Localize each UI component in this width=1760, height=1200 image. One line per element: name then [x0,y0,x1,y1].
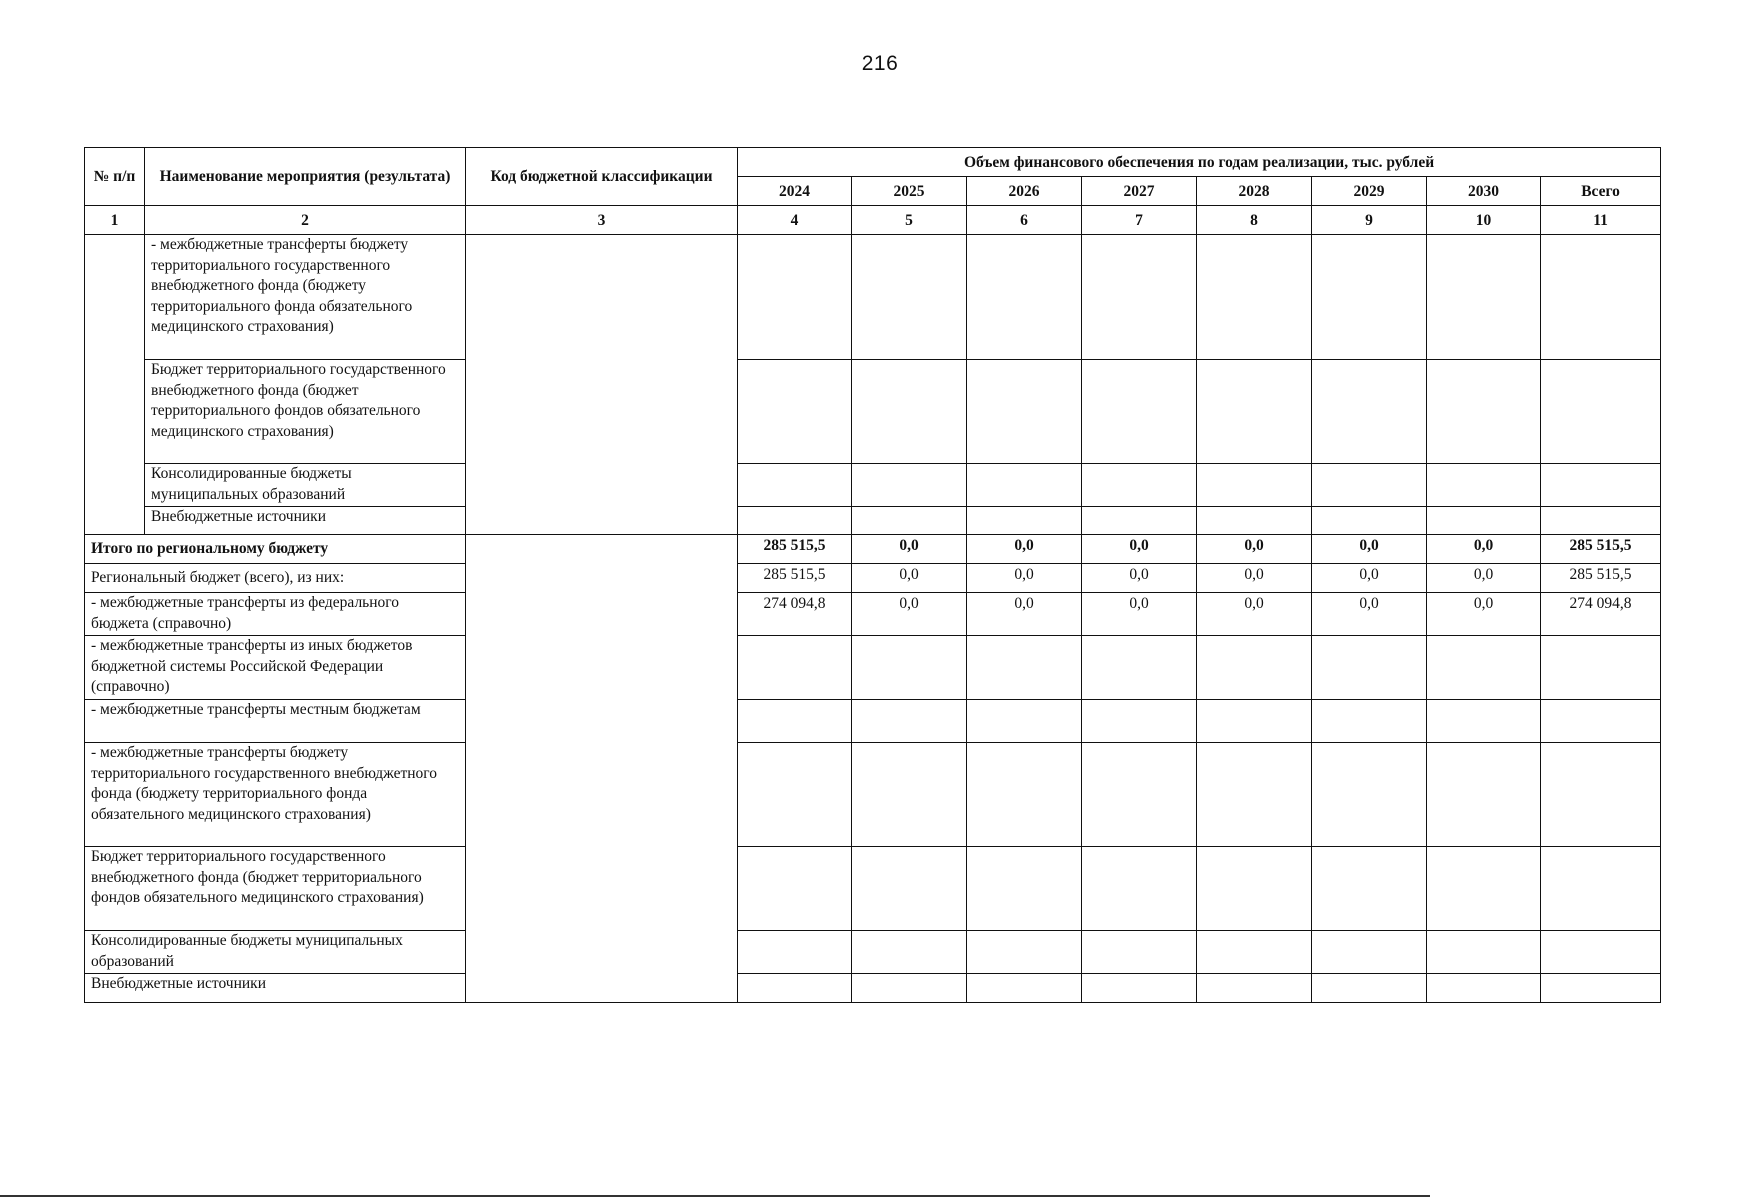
column-number: 4 [738,206,852,235]
value-cell: 285 515,5 [738,564,852,593]
table-row [85,847,1661,931]
table-row [85,507,1661,535]
column-number: 7 [1082,206,1197,235]
value-cell: 0,0 [1082,564,1197,593]
row-label: Бюджет территориального государственного внебюджетного фонда (бюджет территориального фондов обязательного медицинского страхования) [85,847,466,931]
row-label: - межбюджетные трансферты из федерального бюджета (справочно) [85,593,466,636]
value-cell: 0,0 [1197,564,1312,593]
value-cell: 0,0 [852,593,967,636]
row-label: Внебюджетные источники [145,507,466,535]
header-col-name: Наименование мероприятия (результата) [145,148,466,206]
value-cell: 285 515,5 [1541,564,1661,593]
table-row [85,464,1661,507]
row-label: - межбюджетные трансферты бюджету территориального государственного внебюджетного фонда (бюджету территориального фонда обязательного медицинского страхования) [85,743,466,847]
value-cell: 274 094,8 [1541,593,1661,636]
column-number: 1 [85,206,145,235]
value-cell: 285 515,5 [738,535,852,564]
column-number: 8 [1197,206,1312,235]
column-number: 2 [145,206,466,235]
value-cell: 0,0 [852,535,967,564]
header-col-code: Код бюджетной классификации [466,148,738,206]
header-year: 2028 [1197,177,1312,206]
table-row [85,636,1661,700]
header-total: Всего [1541,177,1661,206]
header-year: 2027 [1082,177,1197,206]
row-label: - межбюджетные трансферты бюджету территориального государственного внебюджетного фонда (бюджету территориального фонда обязательного медицинского страхования) [145,235,466,360]
value-cell: 0,0 [1312,593,1427,636]
table-row [85,700,1661,743]
column-numbers-row [85,206,1661,235]
table-row [85,974,1661,1003]
table-row [85,360,1661,464]
column-number: 10 [1427,206,1541,235]
header-year: 2025 [852,177,967,206]
row-label: Региональный бюджет (всего), из них: [85,564,466,593]
value-cell: 0,0 [1082,535,1197,564]
row-label: Бюджет территориального государственного внебюджетного фонда (бюджет территориального фондов обязательного медицинского страхования) [145,360,466,464]
value-cell: 0,0 [1312,535,1427,564]
row-label: Консолидированные бюджеты муниципальных образований [85,931,466,974]
value-cell: 0,0 [852,564,967,593]
column-number: 5 [852,206,967,235]
value-cell: 274 094,8 [738,593,852,636]
value-cell: 285 515,5 [1541,535,1661,564]
row-label: - межбюджетные трансферты из иных бюджетов бюджетной системы Российской Федерации (справочно) [85,636,466,700]
table-row-total [85,535,1661,564]
value-cell: 0,0 [1197,535,1312,564]
column-number: 9 [1312,206,1427,235]
table-row [85,235,1661,360]
column-number: 6 [967,206,1082,235]
value-cell: 0,0 [1312,564,1427,593]
header-col-no: № п/п [85,148,145,206]
header-row [85,148,1661,177]
table-row [85,593,1661,636]
table-row [85,743,1661,847]
budget-code-cell [466,535,738,1003]
value-cell: 0,0 [1197,593,1312,636]
row-label: Внебюджетные источники [85,974,466,1003]
row-label: Итого по региональному бюджету [85,535,466,564]
value-cell: 0,0 [967,535,1082,564]
budget-code-cell [466,235,738,535]
header-year: 2024 [738,177,852,206]
value-cell: 0,0 [1427,593,1541,636]
column-number: 11 [1541,206,1661,235]
value-cell: 0,0 [1082,593,1197,636]
value-cell: 0,0 [967,564,1082,593]
header-year: 2026 [967,177,1082,206]
value-cell: 0,0 [967,593,1082,636]
header-year: 2029 [1312,177,1427,206]
table-row [85,564,1661,593]
table-row [85,931,1661,974]
value-cell: 0,0 [1427,564,1541,593]
value-cell: 0,0 [1427,535,1541,564]
page-bottom-rule [0,1195,1430,1197]
row-label: Консолидированные бюджеты муниципальных образований [145,464,466,507]
page-number: 216 [861,52,899,75]
row-number-cell [85,235,145,535]
budget-table [84,147,1661,1003]
column-number: 3 [466,206,738,235]
header-col-funding: Объем финансового обеспечения по годам реализации, тыс. рублей [738,148,1661,177]
row-label: - межбюджетные трансферты местным бюджетам [85,700,466,743]
header-year: 2030 [1427,177,1541,206]
